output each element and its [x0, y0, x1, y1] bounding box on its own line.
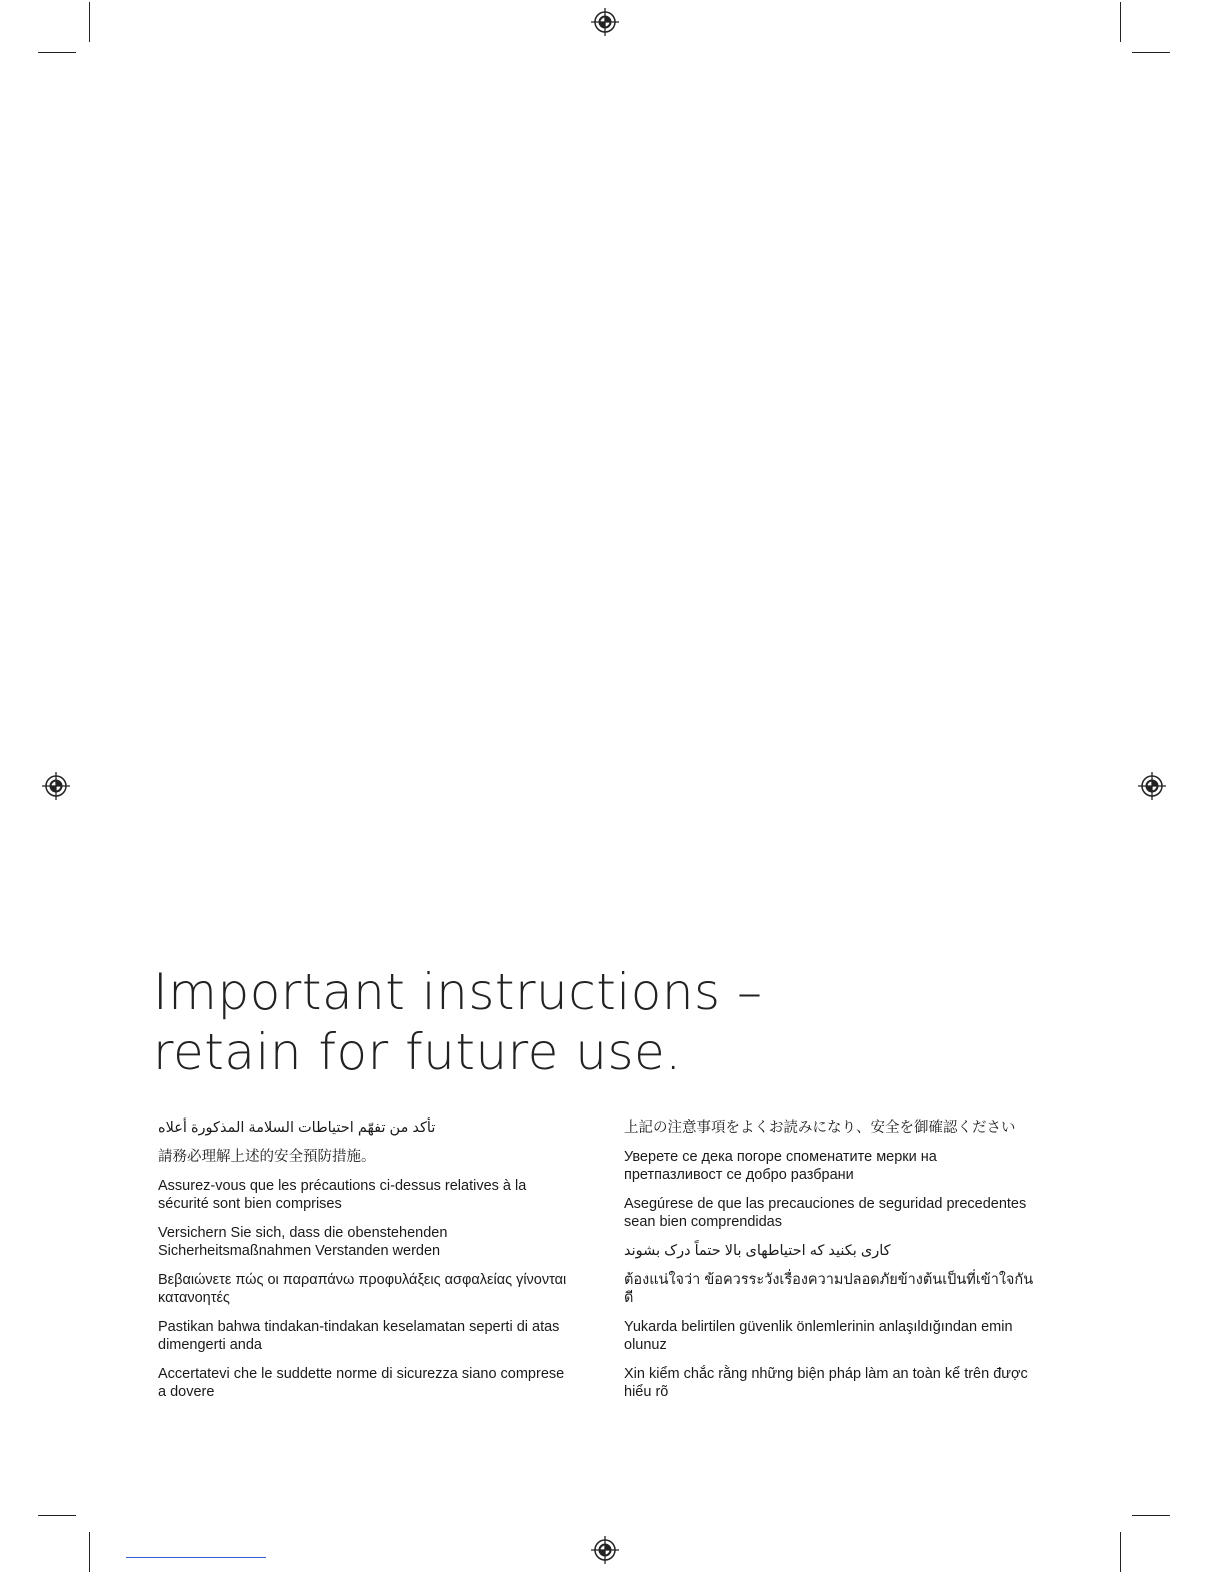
notice-german: Versichern Sie sich, dass die obenstehenden Sicherheitsmaßnahmen Verstanden werden: [158, 1225, 448, 1259]
registration-mark-bottom-icon: [590, 1535, 620, 1565]
crop-mark-top-left-h: [38, 52, 76, 53]
safety-notice-right-column: [624, 1119, 1034, 1412]
crop-mark-bottom-right-v: [1120, 1532, 1121, 1572]
title-line-2: retain for future use.: [153, 1023, 682, 1081]
registration-mark-top-icon: [590, 7, 620, 37]
notice-vietnamese: Xin kiểm chắc rằng những biện pháp làm an toàn kể trên được hiểu rõ: [624, 1366, 1028, 1400]
notice-greek: Βεβαιώνετε πώς οι παραπάνω προφυλάξεις ασφαλείας γίνονται κατανοητές: [158, 1272, 567, 1306]
notice-indonesian: Pastikan bahwa tindakan-tindakan keselamatan seperti di atas dimengerti anda: [158, 1319, 560, 1353]
safety-notice-left-column: [158, 1119, 568, 1412]
crop-mark-top-right-v: [1120, 2, 1121, 42]
notice-thai: ต้องแน่ใจว่า ข้อควรระวังเรื่องความปลอดภัยข้างต้นเป็นที่เข้าใจกันดี: [624, 1272, 1034, 1306]
notice-spanish: Asegúrese de que las precauciones de seguridad precedentes sean bien comprendidas: [624, 1196, 1027, 1230]
notice-persian: کاری بکنید که احتیاطهای بالا حتماً درک بشوند: [624, 1243, 891, 1259]
crop-mark-bottom-left-h: [38, 1515, 76, 1516]
title-line-1: Important instructions –: [153, 963, 763, 1021]
notice-italian: Accertatevi che le suddette norme di sicurezza siano comprese a dovere: [158, 1366, 565, 1400]
notice-macedonian: Уверете се дека погоре споменатите мерки на претпазливост се добро разбрани: [624, 1149, 937, 1183]
notice-japanese: 上記の注意事項をよくお読みになり、安全を御確認ください: [624, 1120, 1016, 1136]
notice-turkish: Yukarda belirtilen güvenlik önlemlerinin anlaşıldığından emin olunuz: [624, 1319, 1013, 1353]
registration-mark-left-icon: [41, 771, 71, 801]
registration-mark-right-icon: [1137, 771, 1167, 801]
notice-french: Assurez-vous que les précautions ci-dessus relatives à la sécurité sont bien comprises: [158, 1178, 527, 1212]
notice-chinese: 請務必理解上述的安全預防措施。: [158, 1149, 376, 1165]
bottom-divider-line: [126, 1557, 266, 1558]
crop-mark-bottom-left-v: [89, 1532, 90, 1572]
crop-mark-top-right-h: [1132, 52, 1170, 53]
notice-arabic: تأكد من تفهّم احتياطات السلامة المذكورة أعلاه: [158, 1120, 436, 1136]
crop-mark-bottom-right-h: [1132, 1515, 1170, 1516]
crop-mark-top-left-v: [89, 2, 90, 42]
page-title: [153, 962, 762, 1082]
